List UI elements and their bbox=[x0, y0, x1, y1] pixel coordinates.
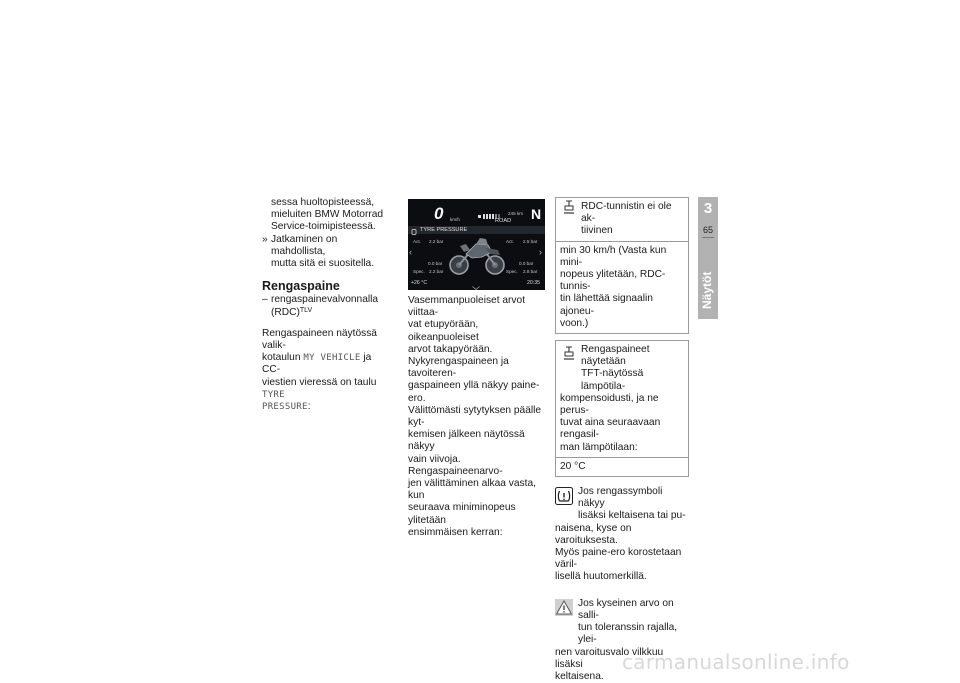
text-line: mieluiten BMW Motorrad bbox=[271, 209, 384, 221]
text-line: ensimmäisen kerran: bbox=[408, 526, 503, 538]
tyre-warning-note bbox=[555, 486, 689, 584]
rear-act-value: 2.5 bar bbox=[523, 239, 538, 244]
menu-name-pressure: PRESSURE bbox=[262, 402, 308, 413]
speed-readout: 0 bbox=[434, 204, 444, 223]
front-diff-value: 0.0 bar bbox=[428, 261, 443, 266]
text-line: Service-toimipisteessä. bbox=[271, 221, 376, 233]
nav-right-arrow: › bbox=[539, 247, 542, 257]
text-line bbox=[262, 352, 390, 376]
rear-diff-value: 0.0 bar bbox=[519, 261, 534, 266]
warning-triangle-icon bbox=[555, 599, 573, 620]
rear-spec-label: Spec. bbox=[506, 269, 518, 274]
text-line: Rengaspaineet näytetään bbox=[581, 344, 650, 368]
range-readout: 245 km bbox=[508, 211, 524, 216]
rdc-inactive-header bbox=[556, 198, 688, 241]
text-line: naisena, kyse on varoituksesta. bbox=[555, 522, 632, 546]
front-act-label: Act. bbox=[413, 239, 421, 244]
icon-text-block bbox=[560, 344, 684, 393]
text-line: jen välittäminen alkaa vasta, kun bbox=[408, 478, 536, 502]
tyre-icon bbox=[411, 227, 417, 233]
text-line: lisellä huutomerkillä. bbox=[555, 571, 647, 583]
bullet-item bbox=[262, 234, 390, 271]
text-line: TFT-näytössä lämpötila- bbox=[581, 368, 644, 392]
text-line: Jos rengassymboli näkyy bbox=[578, 486, 663, 510]
rdc-inactive-box bbox=[555, 197, 689, 334]
text-line: sessa huoltopisteessä, bbox=[271, 197, 375, 208]
fuel-bar-icon bbox=[478, 211, 504, 216]
icon-text-block bbox=[555, 598, 689, 647]
menu-name-tyre: TYRE bbox=[262, 389, 285, 400]
text-line: min 30 km/h (Vasta kun mini- bbox=[560, 244, 667, 268]
text-line: kompensoidusti, ja ne perus- bbox=[560, 392, 659, 417]
text-line: Nykyrengaspaineen ja tavoiteren- bbox=[408, 356, 509, 380]
text-line bbox=[262, 377, 390, 401]
text-line: rengaspainevalvonnalla bbox=[271, 294, 379, 306]
motorcycle-icon bbox=[446, 236, 508, 276]
text-line: lisäksi keltaisena tai pu- bbox=[578, 510, 686, 522]
chapter-tab bbox=[698, 197, 718, 319]
icon-text-block bbox=[555, 486, 689, 523]
text-line: nopeus ylitetään, RDC-tunnis- bbox=[560, 269, 666, 293]
rear-spec-value: 2.8 bar bbox=[523, 269, 538, 274]
speed-unit: km/h bbox=[450, 217, 460, 222]
text-line: RDC-tunnistin ei ole ak- bbox=[581, 201, 672, 225]
text-line: Jos kyseinen arvo on salli- bbox=[578, 597, 674, 621]
tyre-pressure-sensor-icon bbox=[563, 346, 575, 365]
text-line: Rengaspaineen näytössä valik- bbox=[262, 327, 377, 352]
tlv-superscript: TLV bbox=[299, 306, 313, 314]
front-spec-label: Spec. bbox=[413, 269, 425, 274]
middle-column-text bbox=[408, 295, 548, 539]
scroll-down-chevron-icon bbox=[472, 282, 480, 286]
text-line: voon.) bbox=[560, 317, 589, 329]
watermark: carmanualsonline.info bbox=[622, 650, 850, 674]
chapter-title: Näytöt bbox=[700, 271, 714, 309]
tyre-warning-symbol-icon bbox=[555, 487, 573, 509]
riding-mode: ROAD bbox=[495, 218, 512, 224]
text-line: Jatkaminen on mahdollista, bbox=[271, 233, 338, 257]
intro-paragraph bbox=[262, 328, 390, 413]
page-number: 65 bbox=[702, 225, 713, 235]
text-line: Vasemmanpuoleiset arvot viittaa- bbox=[408, 295, 526, 319]
text-line: man lämpötilaan: bbox=[560, 441, 638, 453]
bullet-marker: » bbox=[262, 233, 268, 245]
text-line: mutta sitä ei suositella. bbox=[271, 258, 375, 270]
text-line: nen varoitusvalo vilkkuu lisäksi bbox=[555, 646, 664, 670]
screen-title: TYRE PRESSURE bbox=[420, 227, 468, 233]
text-line: kemisen jälkeen näytössä näkyy bbox=[408, 429, 525, 453]
requirement-item bbox=[262, 294, 390, 318]
rdc-label: (RDC) bbox=[271, 306, 300, 318]
text-fragment: : bbox=[307, 401, 311, 413]
continued-bullet-text bbox=[262, 197, 390, 234]
text-line: gaspaineen yllä näkyy paine-ero. bbox=[408, 380, 540, 404]
text-line: keltaisena. bbox=[555, 670, 604, 682]
text-line: seuraava miniminopeus ylitetään bbox=[408, 502, 516, 526]
right-column bbox=[555, 197, 689, 683]
text-line: tuvat aina seuraavaan rengasil- bbox=[560, 417, 661, 441]
left-column bbox=[262, 197, 390, 413]
temperature-value: 20 °C bbox=[556, 457, 688, 476]
text-line: tun toleranssin rajalla, ylei- bbox=[578, 622, 678, 646]
text-line bbox=[262, 401, 390, 413]
tyre-pressure-sensor-icon bbox=[563, 200, 575, 219]
text-line: tiivinen bbox=[581, 225, 613, 237]
tft-display-image bbox=[408, 199, 545, 290]
text-line: Myös paine-ero korostetaan väril- bbox=[555, 547, 682, 571]
text-fragment: ja CC- bbox=[262, 352, 372, 376]
temperature-compensation-header bbox=[556, 341, 688, 457]
text-line: arvot takapyörään. bbox=[408, 343, 493, 355]
text-line: vain viivoja. Rengaspaineenarvo- bbox=[408, 453, 503, 477]
clock: 20:35 bbox=[527, 280, 540, 286]
text-line bbox=[271, 307, 390, 319]
nav-left-arrow: ‹ bbox=[409, 247, 412, 257]
section-heading: Rengaspaine bbox=[262, 279, 340, 294]
front-spec-value: 2.2 bar bbox=[429, 269, 444, 274]
menu-name-my-vehicle: MY VEHICLE bbox=[303, 353, 361, 364]
front-act-value: 2.2 bar bbox=[429, 239, 444, 244]
chapter-number: 3 bbox=[703, 200, 713, 217]
text-line: Välittömästi sytytyksen päälle kyt- bbox=[408, 404, 542, 429]
gear-indicator: N bbox=[531, 206, 542, 222]
temperature-compensation-box bbox=[555, 340, 689, 477]
rdc-inactive-body bbox=[556, 241, 688, 333]
text-fragment: viestien vieressä on taulu bbox=[262, 376, 377, 388]
dash-marker: – bbox=[262, 294, 268, 306]
ambient-temperature: +26 °C bbox=[411, 280, 428, 286]
text-line: tin lähettää signaalin ajoneu- bbox=[560, 293, 653, 317]
tab-divider bbox=[702, 237, 714, 238]
rear-act-label: Act. bbox=[506, 239, 514, 244]
text-fragment: kotaulun bbox=[262, 352, 304, 364]
text-line: vat etupyörään, oikeanpuoleiset bbox=[408, 319, 479, 343]
